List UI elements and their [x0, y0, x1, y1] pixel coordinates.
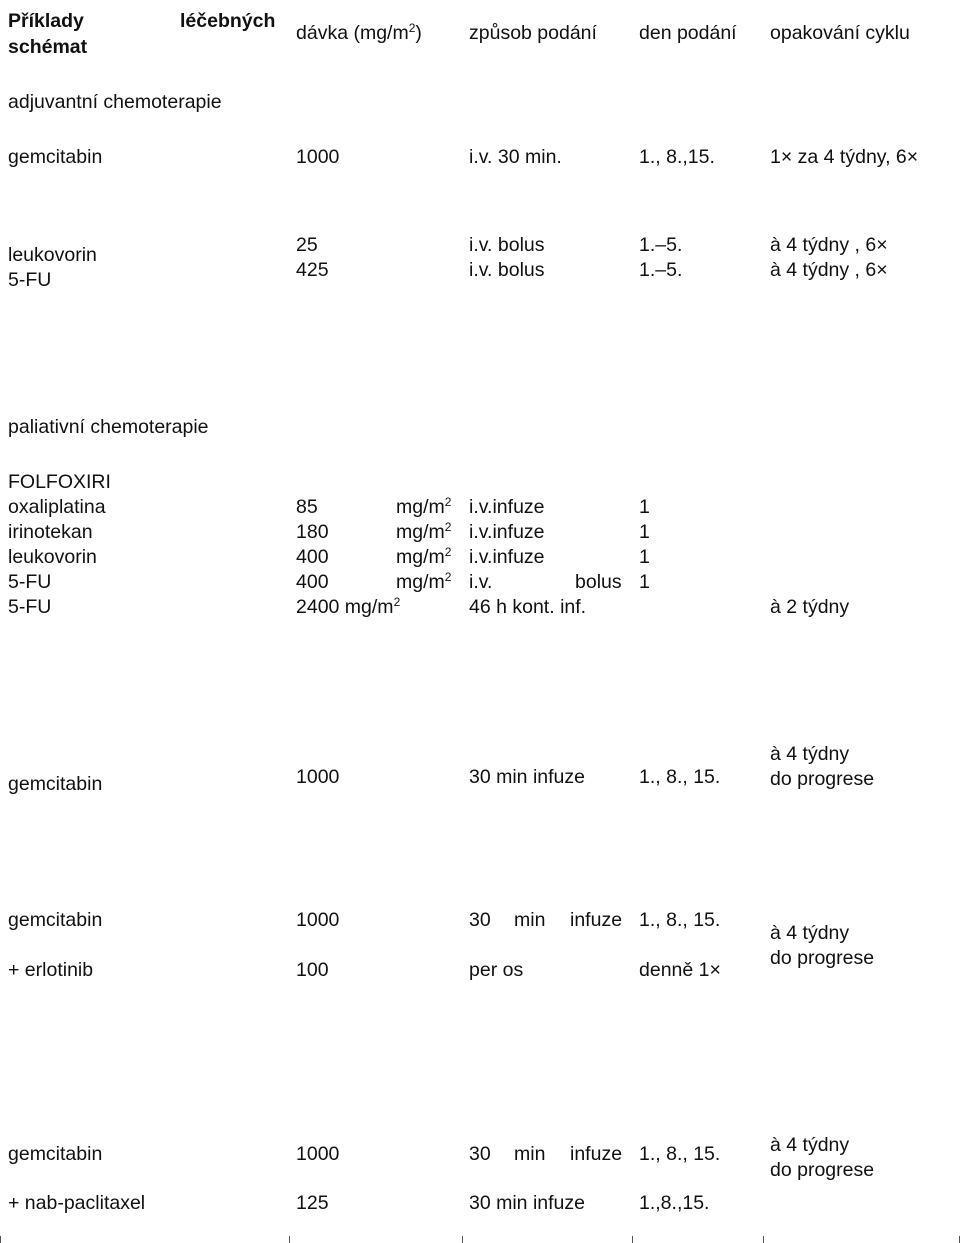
unit-cell: $mg/m^2$ — [396, 545, 452, 568]
table-border — [289, 1236, 290, 1243]
drug-cell: + erlotinib — [8, 959, 94, 981]
header-repeat: opakování cyklu — [770, 22, 910, 44]
unit-cell: $mg/m^2$ — [396, 495, 452, 518]
route-cell: i.v. bolus — [469, 259, 545, 281]
repeat-cell: à 4 týdny , 6× — [770, 234, 888, 256]
section-adjuvant: adjuvantní chemoterapie — [8, 91, 222, 113]
dose-cell: 125 — [296, 1192, 329, 1214]
dose-cell: 400 — [296, 571, 329, 593]
dose-cell: 1000 — [296, 766, 340, 788]
repeat-cell: do progrese — [770, 947, 875, 969]
drug-cell: + nab-paclitaxel — [8, 1192, 146, 1214]
header-col1-word2: léčebných — [180, 10, 276, 32]
drug-cell: gemcitabin — [8, 1143, 103, 1165]
dose-cell: 25 — [296, 234, 318, 256]
repeat-cell: à 2 týdny — [770, 596, 850, 618]
day-cell: 1.,8.,15. — [639, 1192, 710, 1214]
drug-cell: 5-FU — [8, 269, 52, 291]
day-cell: 1 — [639, 571, 650, 593]
header-route: způsob podání — [469, 22, 597, 44]
day-cell: 1., 8., 15. — [639, 1143, 721, 1165]
route-cell: i.v.infuze — [469, 496, 545, 518]
route-cell: i.v. 30 min. — [469, 146, 562, 168]
route-cell: 46 h kont. inf. — [469, 596, 587, 618]
unit-cell: $mg/m^2$ — [396, 570, 452, 593]
dose-cell: 85 — [296, 496, 318, 518]
day-cell: 1., 8.,15. — [639, 146, 715, 168]
repeat-cell: à 4 týdny — [770, 743, 850, 765]
drug-cell: gemcitabin — [8, 773, 103, 795]
header-dose: dávka $(mg/m^2)$ — [296, 21, 422, 44]
route-cell: bolus — [575, 571, 622, 593]
drug-cell: 5-FU — [8, 571, 52, 593]
repeat-cell: do progrese — [770, 1159, 875, 1181]
repeat-cell: à 4 týdny , 6× — [770, 259, 888, 281]
header-col1-word1: Příklady — [8, 10, 84, 32]
dose-cell: 180 — [296, 521, 329, 543]
unit-cell: $mg/m^2$ — [396, 520, 452, 543]
route-cell: 30 min infuze — [469, 1192, 585, 1214]
day-cell: 1 — [639, 546, 650, 568]
dose-cell: 400 — [296, 546, 329, 568]
repeat-cell: do progrese — [770, 768, 875, 790]
dose-cell: 1000 — [296, 909, 340, 931]
drug-cell: irinotekan — [8, 521, 93, 543]
header-col1-word3: schémat — [8, 36, 88, 58]
drug-cell: 5-FU — [8, 596, 52, 618]
section-palliative: paliativní chemoterapie — [8, 416, 209, 438]
day-cell: 1 — [639, 521, 650, 543]
table-border — [0, 1236, 1, 1243]
repeat-cell: 1× za 4 týdny, 6× — [770, 146, 919, 168]
day-cell: 1.–5. — [639, 259, 683, 281]
header-day: den podání — [639, 22, 737, 44]
day-cell: 1., 8., 15. — [639, 909, 721, 931]
route-cell: i.v. — [469, 571, 493, 593]
day-cell: 1.–5. — [639, 234, 683, 256]
repeat-cell: à 4 týdny — [770, 922, 850, 944]
drug-cell: gemcitabin — [8, 146, 103, 168]
route-cell: min — [514, 1143, 546, 1165]
route-cell: min — [514, 909, 546, 931]
route-cell: per os — [469, 959, 524, 981]
dose-cell: 425 — [296, 259, 329, 281]
route-cell: infuze — [570, 909, 623, 931]
route-cell: i.v.infuze — [469, 521, 545, 543]
dose-cell: 100 — [296, 959, 329, 981]
day-cell: denně 1× — [639, 959, 721, 981]
day-cell: 1 — [639, 496, 650, 518]
route-cell: 30 min infuze — [469, 766, 585, 788]
dose-cell: 1000 — [296, 146, 340, 168]
table-border — [462, 1236, 463, 1243]
table-border — [632, 1236, 633, 1243]
route-cell: infuze — [570, 1143, 623, 1165]
regimen-title: FOLFOXIRI — [8, 471, 111, 493]
route-cell: i.v. bolus — [469, 234, 545, 256]
drug-cell: gemcitabin — [8, 909, 103, 931]
table-border — [763, 1236, 764, 1243]
route-cell: 30 — [469, 1143, 491, 1165]
drug-cell: leukovorin — [8, 244, 97, 266]
route-cell: 30 — [469, 909, 491, 931]
route-cell: i.v.infuze — [469, 546, 545, 568]
drug-cell: oxaliplatina — [8, 496, 106, 518]
dose-cell: 2400 $mg/m^2$ — [296, 595, 401, 618]
repeat-cell: à 4 týdny — [770, 1134, 850, 1156]
dose-cell: 1000 — [296, 1143, 340, 1165]
drug-cell: leukovorin — [8, 546, 97, 568]
day-cell: 1., 8., 15. — [639, 766, 721, 788]
